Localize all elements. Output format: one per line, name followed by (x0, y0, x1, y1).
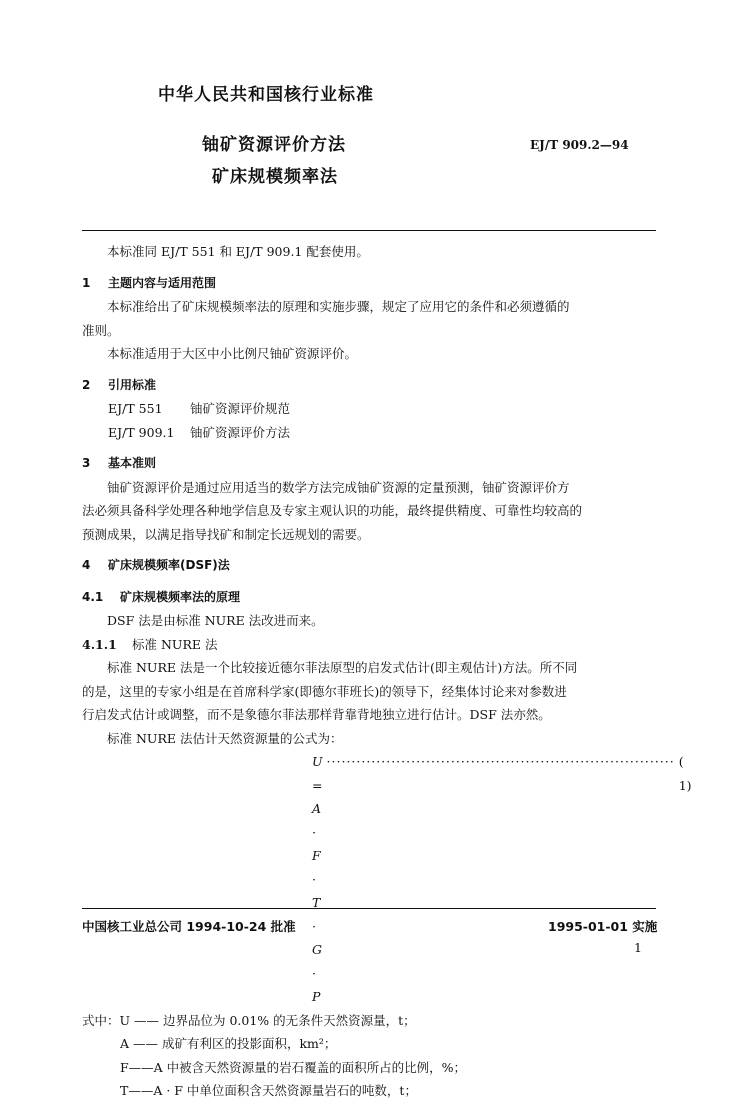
reference-title: 铀矿资源评价方法 (190, 424, 291, 440)
reference-code: EJ/T 909.1 (108, 424, 175, 440)
section-number: 2 (82, 377, 91, 392)
section-title: 引用标准 (108, 377, 157, 392)
section-2-heading (82, 374, 656, 398)
document-body (82, 240, 692, 1103)
paragraph: 本标准给出了矿床规模频率法的原理和实施步骤，规定了应用它的条件和必须遵循的 (107, 299, 570, 314)
definition-item: A —— 成矿有利区的投影面积，km²； (120, 1036, 337, 1051)
document-subtitle: 矿床规模频率法 (212, 167, 338, 187)
subsection-4-1-heading (82, 586, 656, 610)
standard-code: EJ/T 909.2—94 (530, 138, 629, 152)
header-rule (82, 230, 656, 231)
paragraph-continuation: 准则。 (82, 322, 120, 338)
section-number: 4.1.1 (82, 636, 117, 652)
section-title: 标准 NURE 法 (132, 636, 218, 652)
implementation-date: 1995-01-01 实施 (548, 919, 658, 934)
footer-rule (82, 908, 656, 909)
paragraph-line: 铀矿资源评价是通过应用适当的数学方法完成铀矿资源的定量预测，铀矿资源评价方 (107, 479, 570, 495)
paragraph: DSF 法是由标准 NURE 法改进而来。 (107, 613, 324, 628)
paragraph-line: 标准 NURE 法估计天然资源量的公式为： (107, 730, 343, 746)
definition-item: T——A · F 中单位面积含天然资源量岩石的吨数，t； (120, 1083, 417, 1098)
section-title: 矿床规模频率法的原理 (120, 589, 241, 604)
page-number: 1 (634, 940, 642, 955)
paragraph-line: 预测成果，以满足指导找矿和制定长远规划的需要。 (82, 526, 370, 542)
formula-1 (82, 750, 692, 1009)
definition-lead: 式中： (82, 1012, 120, 1028)
variable-definitions (82, 1009, 656, 1103)
paragraph: 本标准适用于大区中小比例尺铀矿资源评价。 (107, 346, 358, 361)
section-title: 矿床规模频率(DSF)法 (108, 558, 230, 572)
formula-expression: U = A · F · T · G · P (312, 754, 323, 1004)
section-number: 4.1 (82, 589, 104, 604)
paragraph-line: 行启发式估计或调整，而不是象德尔菲法那样背靠背地独立进行估计。DSF 法亦然。 (82, 707, 551, 722)
section-number: 1 (82, 275, 91, 290)
definition-text: U —— 边界品位为 0.01% 的无条件天然资源量，t； (119, 1012, 416, 1028)
paragraph-line: 的是，这里的专家小组是在首席科学家(即德尔菲班长)的领导下，经集体讨论来对参数进 (82, 683, 567, 699)
reference-item (82, 397, 656, 421)
subsection-4-1-1-heading (82, 633, 656, 657)
definition-item: F——A 中被含天然资源量的岩石覆盖的面积所占的比例，%； (120, 1059, 467, 1075)
section-title: 主题内容与适用范围 (108, 275, 217, 290)
definition-item (82, 1009, 656, 1033)
reference-item (82, 421, 656, 445)
document-title: 铀矿资源评价方法 (202, 135, 346, 155)
section-number: 4 (82, 558, 91, 572)
section-4-heading (82, 554, 656, 578)
formula-number: ( 1) (678, 754, 692, 793)
reference-title: 铀矿资源评价规范 (190, 401, 291, 416)
issuing-authority: 中华人民共和国核行业标准 (158, 85, 374, 105)
paragraph-line: 法必须具备科学处理各种地学信息及专家主观认识的功能，最终提供精度、可靠性均较高的 (82, 503, 583, 518)
section-number: 3 (82, 456, 91, 470)
reference-code: EJ/T 551 (108, 401, 163, 416)
approval-line: 中国核工业总公司 1994-10-24 批准 (82, 919, 296, 934)
formula-leader-dots: ······································································ (326, 754, 675, 769)
section-title: 基本准则 (108, 456, 157, 470)
section-1-heading (82, 272, 656, 296)
section-3-heading (82, 452, 656, 476)
intro-text: 本标准同 EJ/T 551 和 EJ/T 909.1 配套使用。 (107, 244, 369, 259)
paragraph-line: 标准 NURE 法是一个比较接近德尔菲法原型的启发式估计(即主观估计)方法。所不同 (107, 660, 578, 675)
